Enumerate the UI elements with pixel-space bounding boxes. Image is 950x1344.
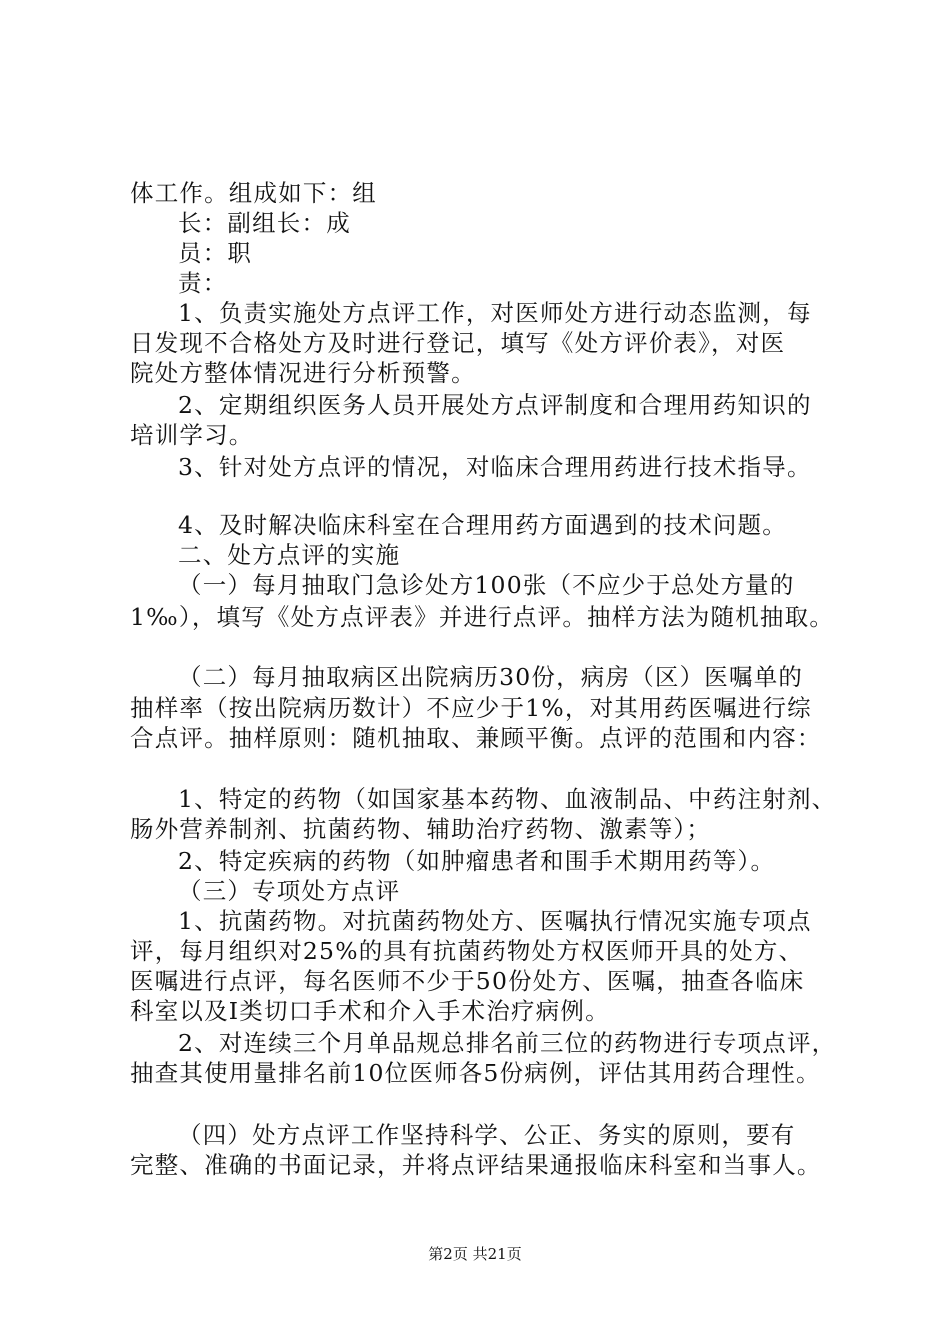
text-line: 1、特定的药物（如国家基本药物、血液制品、中药注射剂、: [178, 785, 837, 813]
text-line: 2、特定疾病的药物（如肿瘤患者和围手术期用药等）。: [178, 847, 776, 875]
text-line: （四）处方点评工作坚持科学、公正、务实的原则，要有: [178, 1121, 796, 1149]
text-line: 院处方整体情况进行分析预警。: [130, 359, 476, 387]
text-line: 医嘱进行点评，每名医师不少于50份处方、医嘱，抽查各临床: [130, 967, 805, 995]
text-line: 3、针对处方点评的情况，对临床合理用药进行技术指导。: [178, 453, 812, 481]
text-line: 抽查其使用量排名前10位医师各5份病例，评估其用药合理性。: [130, 1059, 821, 1087]
text-line: 1‰），填写《处方点评表》并进行点评。抽样方法为随机抽取。: [130, 603, 835, 631]
text-line: 科室以及Ⅰ类切口手术和介入手术治疗病例。: [130, 997, 610, 1025]
text-line: （一）每月抽取门急诊处方100张（不应少于总处方量的: [178, 571, 795, 599]
text-line: 肠外营养制剂、抗菌药物、辅助治疗药物、激素等）；: [130, 815, 712, 843]
text-line: 2、对连续三个月单品规总排名前三位的药物进行专项点评，: [178, 1029, 837, 1057]
text-line: 员：职: [178, 239, 253, 267]
text-line: 二、处方点评的实施: [178, 541, 401, 569]
text-line: （二）每月抽取病区出院病历30份，病房（区）医嘱单的: [178, 663, 804, 691]
text-line: 2、定期组织医务人员开展处方点评制度和合理用药知识的: [178, 391, 812, 419]
text-line: 长：副组长：成: [178, 209, 351, 237]
text-line: （三）专项处方点评: [178, 877, 401, 905]
text-line: 评，每月组织对25%的具有抗菌药物处方权医师开具的处方、: [130, 937, 804, 965]
text-line: 1、抗菌药物。对抗菌药物处方、医嘱执行情况实施专项点: [178, 907, 812, 935]
text-line: 体工作。组成如下：组: [130, 179, 377, 207]
text-line: 日发现不合格处方及时进行登记，填写《处方评价表》，对医: [130, 329, 786, 357]
text-line: 1、负责实施处方点评工作，对医师处方进行动态监测，每: [178, 299, 812, 327]
text-line: 合点评。抽样原则：随机抽取、兼顾平衡。点评的范围和内容：: [130, 724, 822, 752]
page-footer: 第2页 共21页: [428, 1245, 522, 1263]
text-line: 责：: [178, 269, 228, 297]
text-line: 抽样率（按出院病历数计）不应少于1%，对其用药医嘱进行综: [130, 694, 812, 722]
text-line: 培训学习。: [130, 421, 254, 449]
text-line: 4、及时解决临床科室在合理用药方面遇到的技术问题。: [178, 511, 787, 539]
text-line: 完整、准确的书面记录，并将点评结果通报临床科室和当事人。: [130, 1151, 822, 1179]
